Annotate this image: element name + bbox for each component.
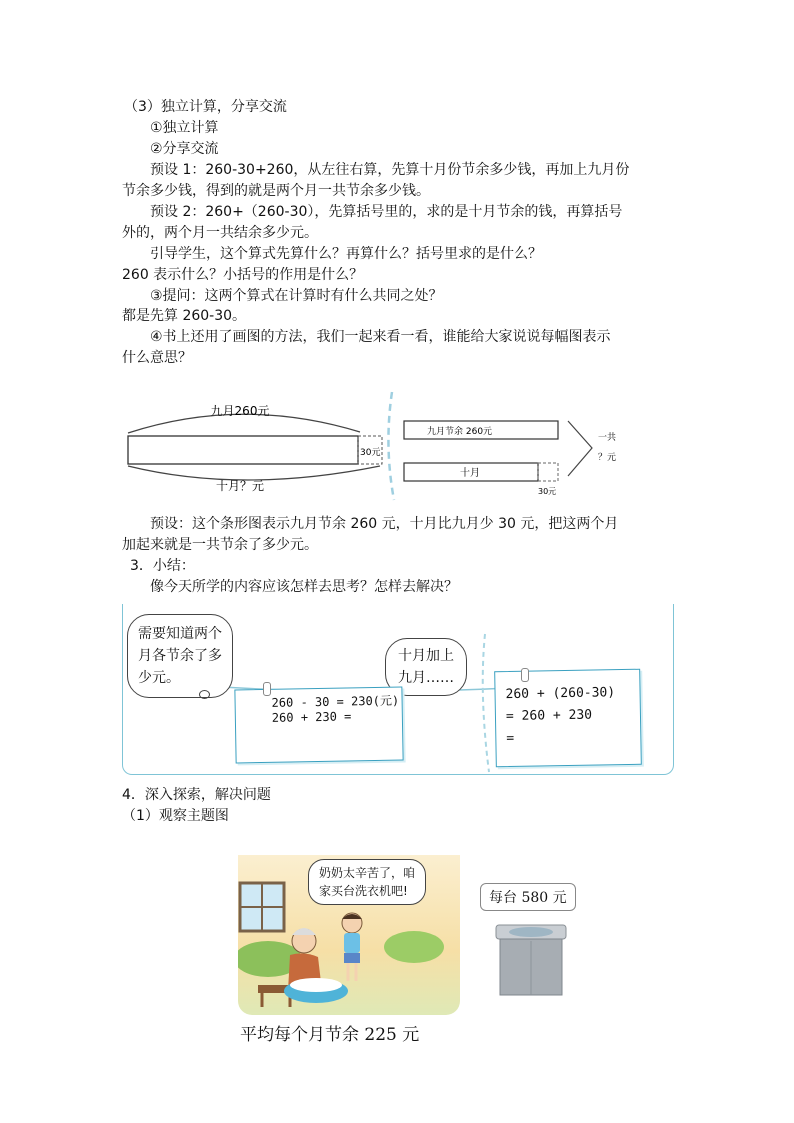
observe-theme: （1）观察主题图 — [122, 808, 229, 824]
section-summary: 3．小结： — [130, 558, 195, 574]
sept-label: 九月260元 — [210, 404, 270, 418]
washing-machine-image — [492, 919, 572, 999]
sept-right-label: 九月节余 260元 — [427, 427, 493, 437]
boy-speech-bubble: 奶奶太辛苦了，咱 家买台洗衣机吧! — [308, 859, 426, 905]
summary-question: 像今天所学的内容应该怎样去思考？怎样去解决？ — [150, 579, 458, 595]
bar-diagram — [122, 388, 622, 503]
preset-2-line-2: 外的，两个月一共结余多少元。 — [122, 225, 318, 241]
diagram-intro-1: ④书上还用了画图的方法，我们一起来看一看，谁能给大家说说每幅图表示 — [150, 329, 611, 345]
section-explore: 4．深入探索，解决问题 — [122, 787, 271, 803]
guide-line-2: 260 表示什么？小括号的作用是什么？ — [122, 267, 364, 283]
summary-board — [122, 604, 674, 775]
section-heading-3: （3）独立计算，分享交流 — [124, 99, 287, 115]
thought-bubble-left: 需要知道两个 月各节余了多 少元。 — [127, 614, 233, 698]
total-label-2: ？元 — [598, 453, 617, 463]
answer-line: 都是先算 260-30。 — [122, 308, 247, 324]
theme-picture — [238, 855, 579, 1015]
oct-diff-label: 30元 — [538, 487, 557, 496]
preset-1-line-2: 节余多少钱，得到的就是两个月一共节余多少钱。 — [122, 183, 430, 199]
preset-1-line-1: 预设 1：260-30+260，从左往右算，先算十月份节余多少钱，再加上九月份 — [150, 162, 630, 178]
sept-bar — [128, 436, 358, 464]
divider-dashed — [388, 392, 394, 500]
step-share: ②分享交流 — [150, 141, 219, 157]
work-card-left: 260 - 30 = 230(元) 260 + 230 = — [234, 687, 403, 764]
bubble-tail-dot — [199, 690, 210, 699]
total-label-1: 一共 — [598, 433, 617, 443]
total-bracket — [568, 421, 592, 476]
theme-caption: 平均每个月节余 225 元 — [240, 1025, 420, 1045]
guide-line-1: 引导学生，这个算式先算什么？再算什么？括号里求的是什么？ — [150, 246, 542, 262]
diagram-intro-2: 什么意思？ — [122, 350, 192, 366]
price-tag: 每台 580 元 — [480, 883, 576, 911]
oct-right-label: 十月 — [460, 468, 480, 479]
preset-diagram-1: 预设：这个条形图表示九月节余 260 元，十月比九月少 30 元，把这两个月 — [150, 516, 619, 532]
work-card-right: 260 + (260-30) = 260 + 230 = — [494, 669, 642, 768]
preset-2-line-1: 预设 2：260+（260-30），先算括号里的，求的是十月节余的钱，再算括号 — [150, 204, 623, 220]
oct-brace-bottom — [128, 466, 380, 480]
oct-label: 十月？元 — [215, 479, 265, 493]
step-independent-calc: ①独立计算 — [150, 120, 219, 136]
question-line: ③提问：这两个算式在计算时有什么共同之处？ — [150, 288, 443, 304]
oct-diff-box — [538, 463, 558, 481]
thought-bubble-right: 十月加上 九月…… — [385, 638, 467, 696]
preset-diagram-2: 加起来就是一共节余了多少元。 — [122, 537, 318, 553]
diff-30-label: 30元 — [360, 448, 381, 458]
card-clip-right — [521, 668, 529, 682]
card-clip-left — [263, 682, 271, 696]
